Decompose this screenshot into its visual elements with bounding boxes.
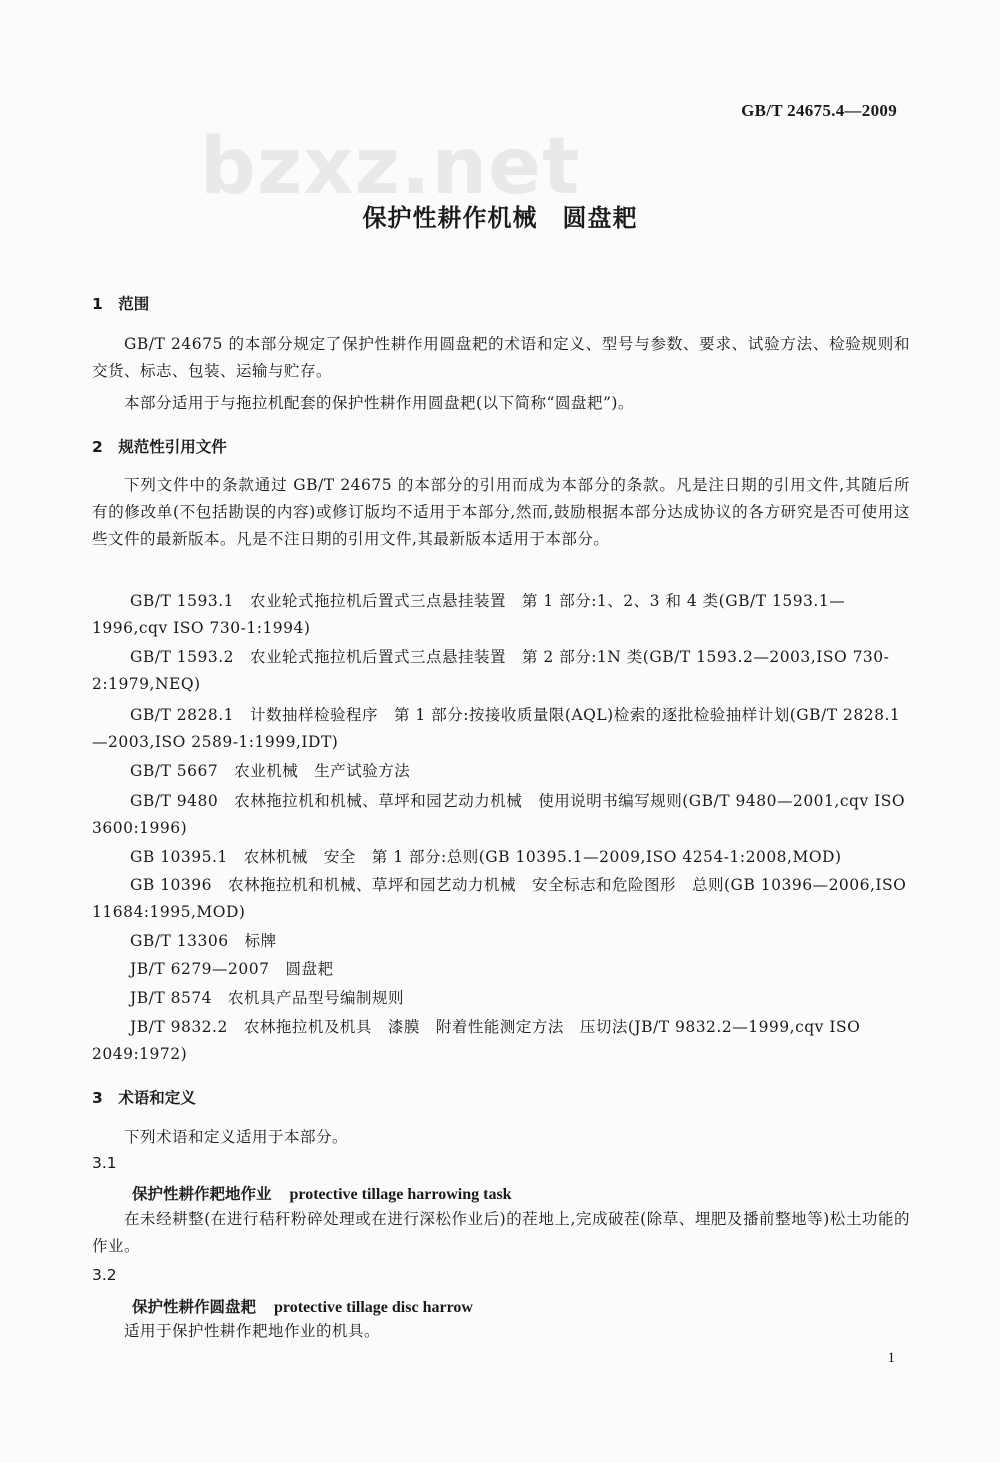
reference-item: GB/T 1593.2 农业轮式拖拉机后置式三点悬挂装置 第 2 部分:1N 类(GB/T 1593.2—2003,ISO 730-2:1979,NEQ) [92,648,890,693]
section-3-intro: 下列术语和定义适用于本部分。 [124,1128,349,1146]
reference-item: JB/T 8574 农机具产品型号编制规则 [130,989,405,1007]
section-2-intro: 下列文件中的条款通过 GB/T 24675 的本部分的引用而成为本部分的条款。凡是注日期的引用文件,其随后所有的修改单(不包括勘误的内容)或修订版均不适用于本部分,然而,鼓励根据本部分达成协议的各方研究是否可使用这些文件的最新版本。凡是不注日期的引用文件,其最新版本适用于本部分。 [92,476,910,548]
section-3-heading: 3 术语和定义 [92,1089,196,1107]
reference-item: GB/T 5667 农业机械 生产试验方法 [130,762,411,780]
standard-number: GB/T 24675.4—2009 [741,101,897,120]
watermark: bzxz.net [200,122,581,212]
term-definition: 在未经耕整(在进行秸秆粉碎处理或在进行深松作业后)的茬地上,完成破茬(除草、埋肥及播前整地等)松土功能的作业。 [92,1210,910,1255]
term-heading [92,1295,950,1317]
reference-item: GB/T 13306 标牌 [130,932,277,950]
section-2-heading: 2 规范性引用文件 [92,438,227,456]
page-number: 1 [887,1350,895,1366]
term-heading [92,1182,950,1204]
document-title: 保护性耕作机械 圆盘耙 [362,204,638,232]
term-number: 3.1 [92,1154,117,1172]
term-zh: 保护性耕作耙地作业 [132,1185,272,1203]
section-1-heading: 1 范围 [92,295,150,313]
section-1-paragraph-2: 本部分适用于与拖拉机配套的保护性耕作用圆盘耙(以下简称“圆盘耙”)。 [124,394,634,412]
section-1-paragraph-1: GB/T 24675 的本部分规定了保护性耕作用圆盘耙的术语和定义、型号与参数、要求、试验方法、检验规则和交货、标志、包装、运输与贮存。 [92,335,910,380]
term-number: 3.2 [92,1266,117,1284]
reference-item: JB/T 6279—2007 圆盘耙 [130,960,334,978]
term-definition: 适用于保护性耕作耙地作业的机具。 [124,1322,381,1340]
reference-item: JB/T 9832.2 农林拖拉机及机具 漆膜 附着性能测定方法 压切法(JB/T 9832.2—1999,cqv ISO 2049:1972) [92,1018,866,1063]
reference-item: GB/T 2828.1 计数抽样检验程序 第 1 部分:按接收质量限(AQL)检索的逐批检验抽样计划(GB/T 2828.1—2003,ISO 2589-1:1999,IDT) [92,706,901,751]
reference-item: GB/T 9480 农林拖拉机和机械、草坪和园艺动力机械 使用说明书编写规则(GB/T 9480—2001,cqv ISO 3600:1996) [92,792,911,837]
reference-item: GB 10396 农林拖拉机和机械、草坪和园艺动力机械 安全标志和危险图形 总则(GB 10396—2006,ISO 11684:1995,MOD) [92,876,912,921]
reference-item: GB/T 1593.1 农业轮式拖拉机后置式三点悬挂装置 第 1 部分:1、2、3 和 4 类(GB/T 1593.1—1996,cqv ISO 730-1:1994) [92,592,846,637]
term-en: protective tillage harrowing task [289,1186,512,1203]
term-en: protective tillage disc harrow [274,1299,473,1316]
reference-item: GB 10395.1 农林机械 安全 第 1 部分:总则(GB 10395.1—2009,ISO 4254-1:2008,MOD) [130,848,842,866]
term-zh: 保护性耕作圆盘耙 [132,1298,257,1316]
